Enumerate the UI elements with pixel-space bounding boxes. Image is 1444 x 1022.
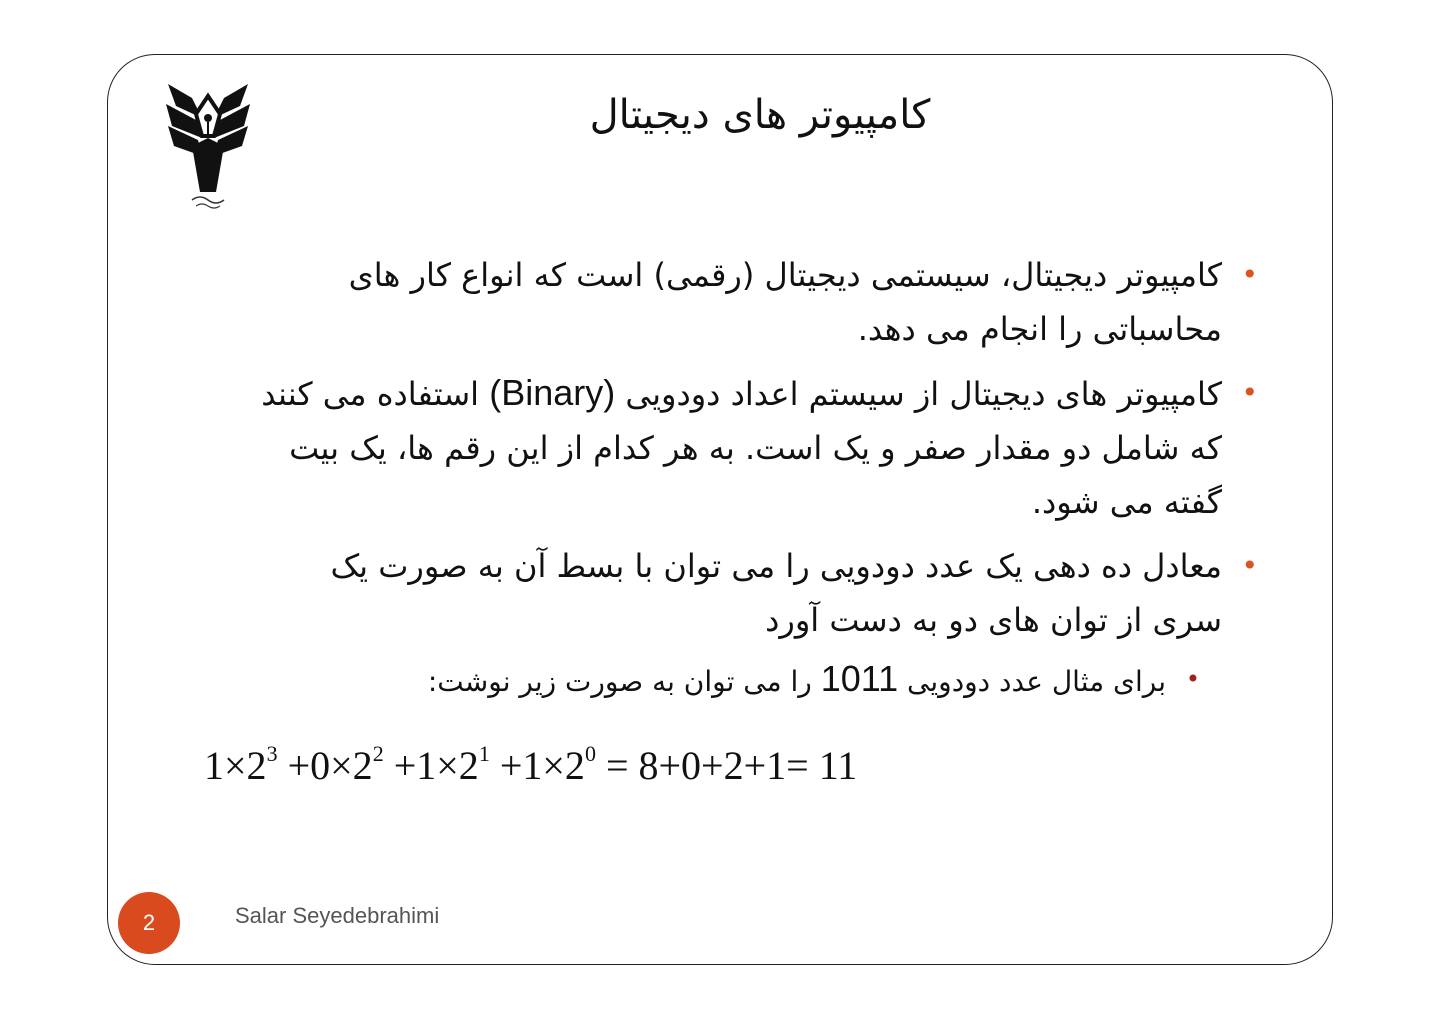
formula-exp-3: 1 [478,741,490,766]
sub-bullet-text-post: را می توان به صورت زیر نوشت: [427,665,821,698]
author-name: Salar Seyedebrahimi [235,903,440,928]
bullet-item-2 [259,366,1258,529]
sub-bullet-item [259,657,1200,704]
slide-title: کامپیوتر های دیجیتال [589,92,931,138]
bullet-text-pre: کامپیوتر های دیجیتال از سیستم اعداد دودویی [615,375,1222,413]
formula-term-2: +0×2 [277,743,373,788]
bullet-item-3 [259,539,1258,647]
sub-bullet-dot-icon: • [1185,665,1200,693]
bullet-dot-icon: • [1241,549,1258,582]
formula-term-3: +1×2 [383,743,479,788]
bullet-text-latin: (Binary) [489,372,616,413]
formula-exp-2: 2 [372,741,384,766]
formula-term-4: +1×2 [489,743,585,788]
bullet-text: معادل ده دهی یک عدد دودویی را می توان با بسط آن به صورت یک سری از توان های دو به دست آورد [330,547,1222,639]
bullet-text-post: استفاده می کنند که شامل دو مقدار صفر و یک است. به هر کدام از این رقم ها، یک بیت گفته می شود. [261,375,1222,521]
bullet-dot-icon: • [1241,376,1258,409]
binary-expansion-formula [204,742,857,789]
bullet-dot-icon: • [1241,258,1258,291]
page-number-badge: 2 [118,892,180,954]
sub-bullet-text-latin: 1011 [820,658,899,699]
formula-exp-1: 3 [266,741,278,766]
sub-bullet-text-pre: برای مثال عدد دودویی [898,665,1166,698]
bullet-item-1 [259,248,1258,356]
university-logo-icon [162,76,254,210]
formula-exp-4: 0 [584,741,596,766]
formula-result: = 8+0+2+1= 11 [595,743,858,788]
bullet-list [259,248,1258,704]
formula-term-1: 1×2 [204,743,267,788]
bullet-text: کامپیوتر دیجیتال، سیستمی دیجیتال (رقمی) است که انواع کار های محاسباتی را انجام می دهد. [348,256,1222,348]
